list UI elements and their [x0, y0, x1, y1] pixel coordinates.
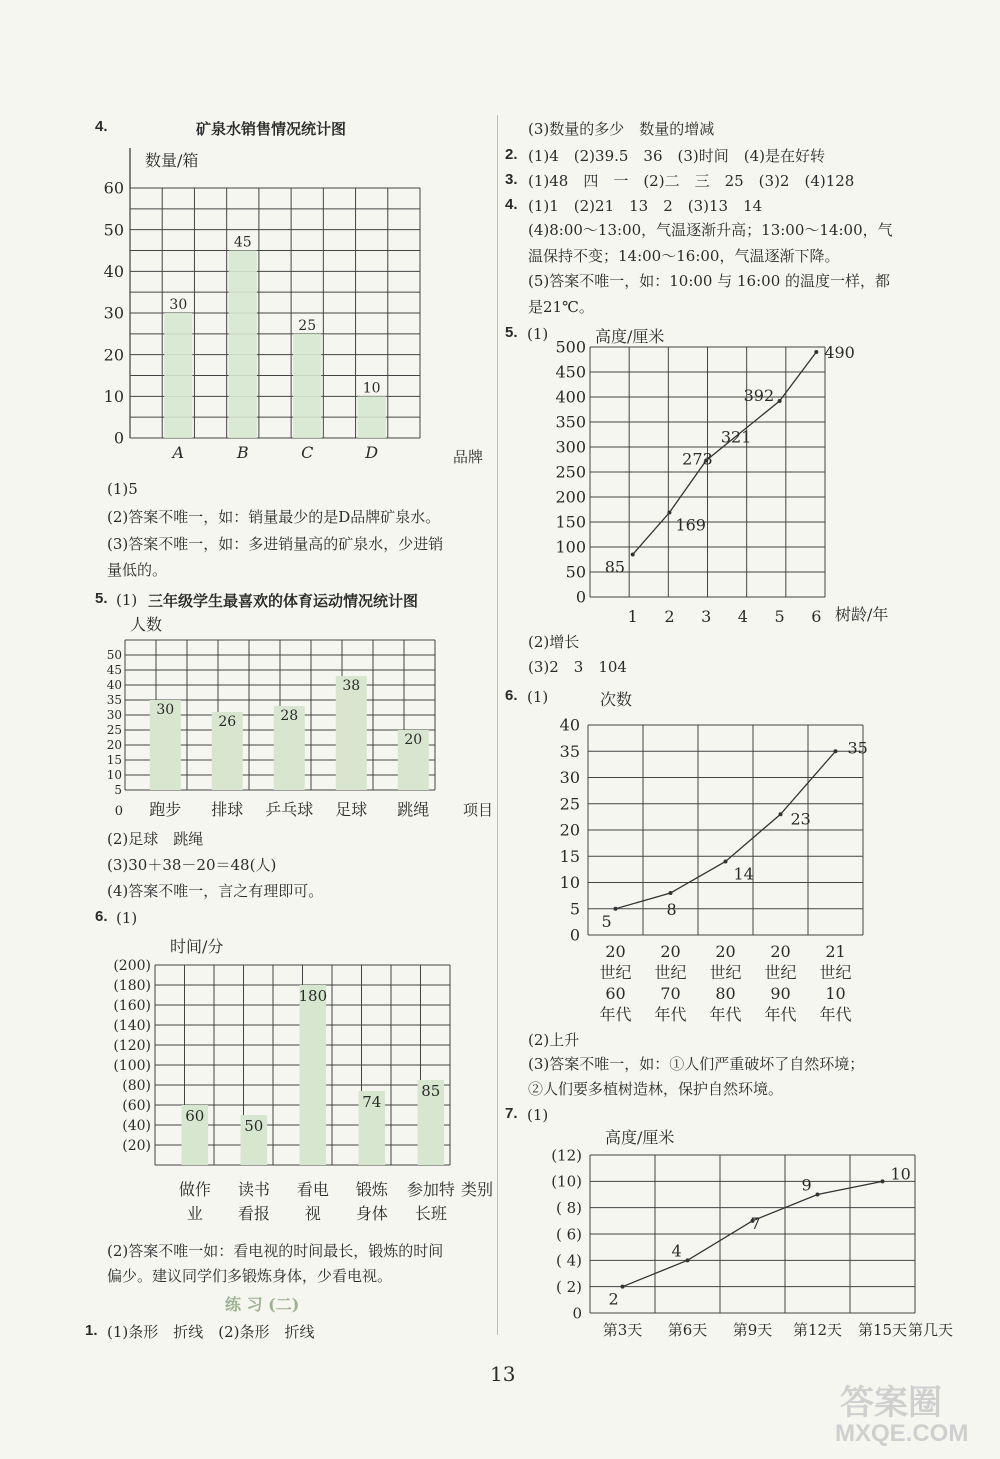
y-tick-label: 10 — [103, 386, 124, 406]
x-tick-label: 第6天 — [667, 1321, 708, 1339]
data-label: 35 — [847, 738, 868, 758]
right-q6-answer-2: (2)上升 — [528, 1031, 580, 1049]
right-q6-part: (1) — [527, 688, 549, 706]
q4-chart-title: 矿泉水销售情况统计图 — [196, 120, 347, 138]
x-axis-label: 类别 — [460, 1180, 494, 1199]
y-tick-label: 15 — [559, 846, 580, 866]
data-point — [669, 891, 673, 895]
data-label: 9 — [801, 1175, 812, 1195]
y-tick-label: (140) — [113, 1018, 151, 1034]
right-line-6: 温保持不变；14:00～16:00，气温逐渐下降。 — [528, 247, 840, 265]
x-tick-label: 10 — [825, 984, 846, 1003]
y-tick-label: 0 — [113, 428, 124, 448]
right-line-4: (1)1 (2)21 13 2 (3)13 14 — [528, 197, 763, 215]
data-label: 50 — [244, 1117, 264, 1135]
data-label: 45 — [233, 234, 252, 251]
y-tick-label: 20 — [559, 820, 580, 840]
x-tick-label: 5 — [774, 607, 785, 626]
x-tick-label: A — [172, 443, 185, 462]
y-tick-label: 45 — [106, 663, 122, 678]
q5-answer-2: (2)足球 跳绳 — [107, 830, 204, 848]
data-label: 25 — [298, 317, 317, 334]
x-tick-label: C — [301, 443, 314, 462]
y-tick-label: (120) — [113, 1038, 151, 1054]
x-tick-label: 跳绳 — [397, 800, 430, 819]
watermark-url: MXQE.COM — [835, 1420, 969, 1447]
q6-answer-2-cont: 偏少。建议同学们多锻炼身体，少看电视。 — [107, 1267, 393, 1285]
data-label: 7 — [750, 1213, 761, 1233]
data-label: 10 — [890, 1164, 911, 1184]
x-axis-label: 品牌 — [453, 448, 484, 466]
x-tick-label: 年代 — [764, 1005, 797, 1024]
x-tick-label: 2 — [664, 607, 675, 626]
q4-answer-1: (1)5 — [107, 480, 138, 498]
data-label: 74 — [362, 1093, 382, 1111]
data-label: 180 — [298, 987, 328, 1005]
data-label: 169 — [675, 515, 706, 535]
y-tick-label: 500 — [555, 337, 586, 357]
y-tick-label: 50 — [103, 220, 124, 240]
y-tick-label: (10) — [551, 1172, 582, 1191]
data-point — [614, 907, 618, 911]
y-axis-label: 高度/厘米 — [605, 1128, 675, 1147]
data-label: 8 — [666, 900, 677, 919]
y-tick-label: 15 — [106, 753, 122, 768]
data-label: 273 — [682, 449, 713, 469]
q1-answer: (1)条形 折线 (2)条形 折线 — [107, 1323, 315, 1341]
y-tick-label: (60) — [122, 1098, 151, 1114]
chart-tree-height — [540, 322, 915, 627]
data-point — [834, 749, 838, 753]
y-tick-label: 40 — [559, 715, 580, 735]
x-tick-label: 第15天 — [857, 1321, 908, 1339]
data-label: 85 — [604, 557, 626, 577]
x-axis-label: 项目 — [462, 801, 494, 819]
q4-answer-2: (2)答案不唯一，如：销量最少的是D品牌矿泉水。 — [107, 508, 441, 526]
x-tick-label: 世纪 — [599, 963, 632, 982]
y-tick-label: 20 — [103, 345, 124, 365]
bar — [300, 985, 327, 1165]
y-tick-label: 0 — [572, 1304, 582, 1323]
bar — [229, 251, 257, 439]
y-tick-label: (180) — [113, 978, 151, 994]
data-label: 60 — [185, 1107, 205, 1125]
y-tick-label: 40 — [106, 678, 122, 693]
x-tick-label: 年代 — [654, 1005, 687, 1024]
section-heading: 练 习 (二) — [225, 1295, 300, 1314]
y-axis-label: 高度/厘米 — [595, 327, 665, 346]
x-tick-label: B — [236, 443, 249, 462]
data-point — [724, 860, 728, 864]
right-q7-number: 7. — [505, 1105, 518, 1122]
q6-number: 6. — [95, 908, 108, 925]
right-q5-number: 5. — [505, 324, 518, 341]
x-tick-label: 年代 — [599, 1005, 632, 1024]
y-tick-label: (200) — [113, 958, 151, 974]
x-tick-label: 排球 — [211, 800, 244, 819]
x-tick-label: 80 — [715, 984, 736, 1003]
data-label: 23 — [790, 809, 811, 829]
x-tick-label: 乒乓球 — [265, 800, 314, 819]
series-line — [633, 352, 817, 555]
q6-part: (1) — [116, 909, 138, 927]
data-point — [778, 399, 782, 403]
y-tick-label: 25 — [559, 794, 580, 814]
x-axis-label: 第几天 — [908, 1321, 954, 1339]
data-label: 28 — [280, 708, 299, 724]
x-tick-label: 20 — [770, 942, 791, 961]
x-tick-label: 第9天 — [732, 1321, 773, 1339]
data-point — [779, 812, 783, 816]
right-line-3: (1)48 四 一 (2)二 三 25 (3)2 (4)128 — [528, 172, 855, 190]
x-tick-label: 1 — [627, 607, 638, 626]
q5-answer-3: (3)30＋38－20＝48(人) — [107, 856, 277, 874]
x-tick-label: 世纪 — [654, 963, 687, 982]
right-q2-number: 2. — [505, 146, 518, 163]
y-tick-label: 30 — [559, 768, 580, 788]
data-point — [881, 1179, 885, 1183]
right-line-8: 是21℃。 — [528, 298, 594, 316]
x-tick-label: 长班 — [414, 1204, 447, 1223]
data-label: 5 — [601, 911, 612, 931]
bar — [164, 313, 192, 438]
y-tick-label: 250 — [555, 462, 586, 482]
right-q3-number: 3. — [505, 171, 518, 188]
data-label: 490 — [824, 343, 855, 362]
watermark-logo: 答案圈 — [840, 1384, 942, 1422]
y-tick-label: (160) — [113, 998, 151, 1014]
data-label: 14 — [733, 864, 754, 884]
y-tick-label: 150 — [555, 512, 586, 532]
y-tick-label: ( 4) — [555, 1251, 582, 1270]
data-label: 20 — [404, 732, 423, 748]
x-tick-label: 锻炼 — [355, 1180, 388, 1199]
q4-answer-3: (3)答案不唯一，如：多进销量高的矿泉水，少进销 — [107, 535, 444, 553]
y-tick-label: ( 6) — [555, 1225, 582, 1244]
x-tick-label: 20 — [605, 942, 626, 961]
bar — [358, 396, 386, 438]
chart-time-spent — [95, 930, 500, 1235]
x-tick-label: D — [365, 443, 379, 462]
q5-answer-4: (4)答案不唯一，言之有理即可。 — [107, 882, 324, 900]
chart-plant-height — [530, 1120, 954, 1345]
y-tick-label: 450 — [555, 362, 586, 382]
bar — [293, 334, 321, 438]
data-point — [631, 553, 635, 557]
y-tick-label: 40 — [103, 261, 124, 281]
data-label: 321 — [720, 427, 752, 447]
data-point — [667, 511, 671, 515]
y-tick-label: 30 — [103, 303, 124, 323]
page-number: 13 — [490, 1362, 516, 1386]
y-tick-label: (12) — [551, 1146, 582, 1165]
y-tick-label: 0 — [575, 587, 586, 607]
right-q7-part: (1) — [527, 1106, 549, 1124]
data-label: 10 — [362, 380, 381, 397]
right-q6-answer-3-cont: ②人们要多植树造林，保护自然环境。 — [528, 1080, 784, 1098]
data-label: 2 — [608, 1289, 619, 1309]
x-tick-label: 世纪 — [819, 963, 852, 982]
x-tick-label: 70 — [660, 984, 681, 1003]
x-axis-label: 树龄/年 — [835, 605, 889, 624]
y-tick-label: (20) — [122, 1138, 151, 1154]
y-tick-label: 20 — [106, 738, 122, 753]
x-tick-label: 业 — [186, 1204, 203, 1223]
y-tick-label: 35 — [106, 693, 122, 708]
y-axis-label: 次数 — [600, 690, 633, 709]
y-tick-label: ( 8) — [555, 1198, 582, 1217]
y-tick-label: 5 — [569, 899, 580, 919]
y-tick-label: 50 — [565, 562, 586, 582]
y-axis-label: 人数 — [130, 615, 163, 634]
x-tick-label: 3 — [701, 607, 712, 626]
right-line-1: (3)数量的多少 数量的增减 — [528, 120, 715, 138]
y-tick-label: ( 2) — [555, 1277, 582, 1296]
chart-sports — [95, 610, 495, 825]
x-tick-label: 20 — [715, 942, 736, 961]
y-tick-label: 60 — [103, 178, 124, 198]
y-tick-label: 30 — [106, 708, 122, 723]
x-tick-label: 世纪 — [709, 963, 742, 982]
x-tick-label: 世纪 — [764, 963, 797, 982]
y-tick-label: (40) — [122, 1118, 151, 1134]
q4-number: 4. — [95, 118, 108, 135]
x-tick-label: 看电 — [296, 1180, 329, 1199]
x-tick-label: 跑步 — [149, 800, 182, 819]
y-axis-label: 数量/箱 — [145, 151, 199, 170]
x-tick-label: 参加特 — [406, 1180, 455, 1199]
right-q6-answer-3: (3)答案不唯一，如：①人们严重破坏了自然环境； — [528, 1055, 865, 1073]
data-point — [621, 1285, 625, 1289]
y-tick-label: 35 — [559, 741, 580, 761]
q5-number: 5. — [95, 590, 108, 607]
x-tick-label: 4 — [737, 607, 748, 626]
x-tick-label: 读书 — [237, 1180, 270, 1199]
x-tick-label: 60 — [605, 984, 626, 1003]
y-tick-label: 10 — [106, 768, 122, 783]
x-tick-label: 6 — [811, 607, 822, 626]
y-tick-label: 200 — [555, 487, 586, 507]
chart-count-trend — [540, 680, 915, 1025]
chart-mineral-water — [95, 140, 500, 470]
data-point — [814, 350, 818, 354]
x-tick-label: 身体 — [355, 1204, 388, 1223]
column-divider — [497, 115, 498, 1335]
x-tick-label: 年代 — [819, 1005, 852, 1024]
data-label: 392 — [743, 386, 775, 405]
y-tick-label: 400 — [555, 387, 586, 407]
x-tick-label: 21 — [825, 942, 846, 961]
x-tick-label: 足球 — [335, 800, 368, 819]
right-line-2: (1)4 (2)39.5 36 (3)时间 (4)是在好转 — [528, 147, 826, 165]
y-tick-label: 50 — [106, 648, 122, 663]
data-label: 26 — [218, 714, 237, 730]
right-q5-part: (1) — [527, 325, 549, 343]
q6-answer-2: (2)答案不唯一如：看电视的时间最长，锻炼的时间 — [107, 1242, 444, 1260]
x-tick-label: 看报 — [237, 1204, 270, 1223]
y-tick-label: 350 — [555, 412, 586, 432]
q5-part: (1) — [116, 591, 138, 609]
q4-answer-3-cont: 量低的。 — [107, 561, 168, 579]
x-tick-label: 第12天 — [792, 1321, 843, 1339]
data-point — [686, 1258, 690, 1262]
x-tick-label: 年代 — [709, 1005, 742, 1024]
data-label: 30 — [156, 702, 175, 718]
y-tick-label: (80) — [122, 1078, 151, 1094]
right-q5-answer-2: (2)增长 — [528, 633, 580, 651]
y-tick-label: 5 — [114, 783, 122, 798]
x-tick-label: 视 — [304, 1204, 321, 1223]
data-point — [816, 1193, 820, 1197]
x-tick-label: 20 — [660, 942, 681, 961]
data-label: 38 — [342, 678, 361, 694]
y-tick-label: 0 — [569, 925, 580, 945]
y-tick-label: 100 — [555, 537, 586, 557]
x-tick-label: 做作 — [178, 1180, 211, 1199]
right-line-7: (5)答案不唯一，如：10:00 与 16:00 的温度一样，都 — [528, 272, 891, 290]
y-tick-label: 25 — [106, 723, 122, 738]
data-label: 30 — [169, 297, 188, 313]
data-label: 4 — [671, 1241, 682, 1261]
right-q4-number: 4. — [505, 196, 518, 213]
y-tick-label: 10 — [559, 873, 580, 893]
q1-number: 1. — [85, 1322, 98, 1339]
x-tick-label: 90 — [770, 984, 791, 1003]
y-tick-label: 300 — [555, 437, 586, 457]
data-label: 85 — [421, 1082, 441, 1100]
y-tick-label: (100) — [113, 1058, 151, 1074]
right-q5-answer-3: (3)2 3 104 — [528, 658, 627, 676]
right-line-5: (4)8:00～13:00，气温逐渐升高；13:00～14:00，气 — [528, 221, 893, 239]
q5-chart-title: 三年级学生最喜欢的体育运动情况统计图 — [148, 592, 419, 610]
y-axis-label: 时间/分 — [170, 937, 224, 956]
y-tick-label: 0 — [114, 804, 123, 819]
x-tick-label: 第3天 — [602, 1321, 643, 1339]
right-q6-number: 6. — [505, 687, 518, 704]
